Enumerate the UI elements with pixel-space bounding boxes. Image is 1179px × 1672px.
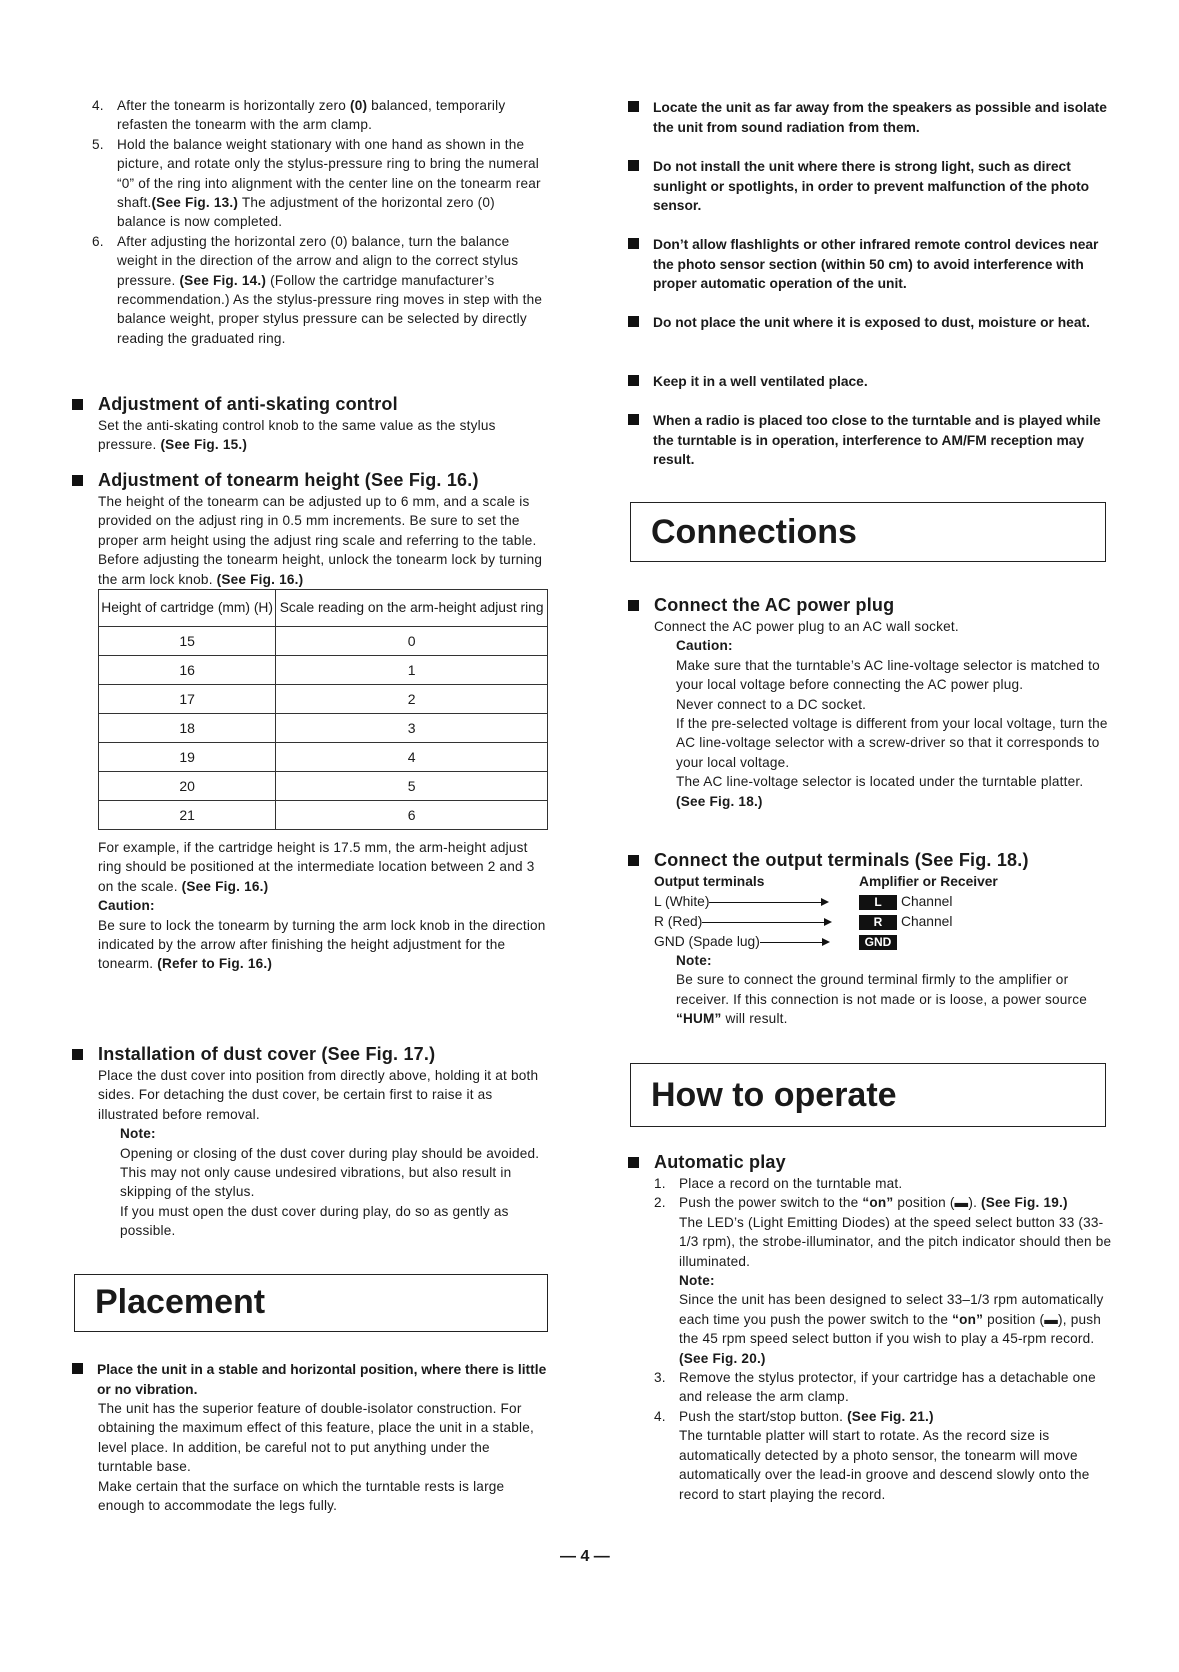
bullet-square-icon bbox=[628, 600, 639, 611]
section-title: Installation of dust cover (See Fig. 17.) bbox=[98, 1044, 436, 1064]
height-table bbox=[98, 589, 548, 830]
bullet-square-icon bbox=[628, 414, 639, 425]
placement-bullet: Place the unit in a stable and horizontal position, where there is little or no vibration. bbox=[72, 1360, 547, 1399]
arrow-right-icon bbox=[760, 942, 828, 943]
arrow-right-icon bbox=[709, 902, 827, 903]
section-title: Connect the output terminals (See Fig. 18.) bbox=[654, 850, 1029, 870]
dust-cover-section: Installation of dust cover (See Fig. 17.) Place the dust cover into position from directly above, holding it at both sides. For detaching the dust cover, be certain first to raise it as illustrated before removal. Note: Opening or closing of the dust cover during play should be avoided. This may not only cause undesired vibrations, but also result in skipping of the stylus. If you must open the dust cover during play, do so as gently as possible. bbox=[72, 1042, 547, 1241]
page-number: — 4 — bbox=[560, 1548, 610, 1565]
bullet-square-icon bbox=[628, 316, 639, 327]
list-item: 4. After the tonearm is horizontally zero (0) balanced, temporarily refasten the tonearm with the arm clamp. bbox=[92, 98, 506, 133]
table-header-row bbox=[99, 590, 548, 627]
table-header: Height of cartridge (mm) (H) bbox=[99, 590, 276, 627]
connections-heading-box bbox=[630, 502, 1106, 562]
table-row: 15 0 bbox=[99, 627, 548, 656]
list-item: 3. Remove the stylus protector, if your cartridge has a detachable one and release the arm clamp. bbox=[654, 1370, 1096, 1405]
bullet-square-icon bbox=[628, 160, 639, 171]
list-item: Do not install the unit where there is strong light, such as direct sunlight or spotlights, in order to prevent malfunction of the photo sensor. bbox=[628, 157, 1113, 216]
list-item: 6. After adjusting the horizontal zero (0) balance, turn the balance weight in the direction of the arrow and align to the correct stylus pressure. (See Fig. 14.) (Follow the cartridge manufacturer’s recommendation.) As the stylus-pressure ring moves in step with the balance weight, proper stylus pressure can be selected by directly reading the graduated ring. bbox=[92, 233, 543, 346]
bullet-square-icon bbox=[628, 238, 639, 249]
channel-badge: L bbox=[859, 895, 897, 910]
list-item: Keep it in a well ventilated place. bbox=[628, 372, 1113, 392]
tonearm-height-section: Adjustment of tonearm height (See Fig. 16.) The height of the tonearm can be adjusted up to 6 mm, and a scale is provided on the adjust ring in 0.5 mm increments. Be sure to set the proper arm height using the adjust ring scale and referring to the table. Before adjusting the tonearm height, unlock the tonearm lock by turning the arm lock knob. (See Fig. 16.) Height of cartridge (mm) (H) Scale reading on the arm-height adjust ring 15 0 16 1 17 2 18 3 19 4 20 5 21 6 For example, if the cartridge height is 17.5 mm, the arm-height adjust ring should be positioned at the intermediate location between 2 and 3 on the scale. (See Fig. 16.) Caution: Be sure to lock the tonearm by turning the arm lock knob in the direction indicated by the arrow after finishing the height adjustment for the tonearm. (Refer to Fig. 16.) bbox=[72, 468, 547, 974]
bullet-square-icon bbox=[628, 1157, 639, 1168]
list-item: Do not place the unit where it is exposed to dust, moisture or heat. bbox=[628, 313, 1113, 333]
placement-heading-box bbox=[74, 1274, 548, 1332]
bullet-square-icon bbox=[72, 1363, 83, 1374]
table-row: 16 1 bbox=[99, 656, 548, 685]
section-title: Connect the AC power plug bbox=[654, 595, 895, 615]
bullet-square-icon bbox=[628, 855, 639, 866]
table-row: 17 2 bbox=[99, 685, 548, 714]
table-row: 20 5 bbox=[99, 772, 548, 801]
table-header: Scale reading on the arm-height adjust ring bbox=[276, 590, 548, 627]
operate-heading-box bbox=[630, 1063, 1106, 1127]
list-item: 5. Hold the balance weight stationary with one hand as shown in the picture, and rotate only the stylus-pressure ring to bring the numeral “0” of the ring into alignment with the center line on the tonearm rear shaft.(See Fig. 13.) The adjustment of the horizontal zero (0) balance is now completed. bbox=[92, 136, 541, 230]
bullet-square-icon bbox=[72, 399, 83, 410]
list-item: Don’t allow flashlights or other infrared remote control devices near the photo sensor section (within 50 cm) to avoid interference with proper automatic operation of the unit. bbox=[628, 235, 1113, 294]
table-row: 21 6 bbox=[99, 801, 548, 830]
list-item: Locate the unit as far away from the speakers as possible and isolate the unit from sound radiation from them. bbox=[628, 98, 1113, 137]
section-heading: Connections bbox=[651, 513, 857, 551]
list-item: 2. Push the power switch to the “on” position (▬). (See Fig. 19.) The LED’s (Light Emitting Diodes) at the speed select button 33 (33-1/3 rpm), the strobe-illuminator, and the pitch indicator should then be illuminated. Note: Since the unit has been designed to select 33–1/3 rpm automatically each time you push the power switch to the “on” position (▬), push the 45 rpm speed select button if you wish to play a 45-rpm record. (See Fig. 20.) bbox=[654, 1195, 1112, 1366]
list-item: 1. Place a record on the turntable mat. bbox=[654, 1176, 903, 1191]
arrow-right-icon bbox=[702, 922, 830, 923]
ground-badge: GND bbox=[859, 935, 897, 950]
bullet-square-icon bbox=[628, 375, 639, 386]
section-heading: Placement bbox=[95, 1283, 266, 1321]
bullet-square-icon bbox=[72, 475, 83, 486]
channel-badge: R bbox=[859, 915, 897, 930]
terminal-mapping: Output terminals Amplifier or Receiver L (White) L Channel R (Red) R Channel GND (Spade lug) GND bbox=[654, 874, 998, 949]
section-title: Adjustment of tonearm height (See Fig. 16.) bbox=[98, 470, 479, 490]
section-title: Adjustment of anti-skating control bbox=[98, 394, 398, 414]
bullet-square-icon bbox=[72, 1049, 83, 1060]
table-row: 19 4 bbox=[99, 743, 548, 772]
section-title: Automatic play bbox=[654, 1152, 786, 1172]
ac-power-section: Connect the AC power plug Connect the AC power plug to an AC wall socket. Caution: Make sure that the turntable’s AC line-voltage selector is matched to your local voltage before connecting the AC power plug. Never connect to a DC socket. If the pre-selected voltage is different from your local voltage, turn the AC line-voltage selector with a screw-driver so that it corresponds to your local voltage. The AC line-voltage selector is located under the turntable platter. (See Fig. 18.) bbox=[628, 593, 1113, 811]
list-item: When a radio is placed too close to the turntable and is played while the turntable is in operation, interference to AM/FM reception may result. bbox=[628, 411, 1113, 470]
antiskating-section: Adjustment of anti-skating control Set the anti-skating control knob to the same value as the stylus pressure. (See Fig. 15.) bbox=[72, 392, 547, 455]
tonearm-steps bbox=[92, 96, 547, 348]
list-item: 4. Push the start/stop button. (See Fig. 21.) The turntable platter will start to rotate. As the record size is automatically detected by a photo sensor, the tonearm will move automatically over the lead-in groove and descend slowly onto the record to start playing the record. bbox=[654, 1408, 1090, 1502]
output-terminals-section: Connect the output terminals (See Fig. 18.) Output terminals Amplifier or Receiver L (White) L Channel R (Red) R Channel GND (Spade lug) GND Note: Be sure to connect the ground terminal firmly to the amplifier or receiver. If this connection is not made or is loose, a power source “HUM” will result. bbox=[628, 848, 1113, 1029]
automatic-play-section bbox=[628, 1150, 1113, 1504]
table-row: 18 3 bbox=[99, 714, 548, 743]
bullet-square-icon bbox=[628, 101, 639, 112]
section-heading: How to operate bbox=[651, 1076, 897, 1114]
